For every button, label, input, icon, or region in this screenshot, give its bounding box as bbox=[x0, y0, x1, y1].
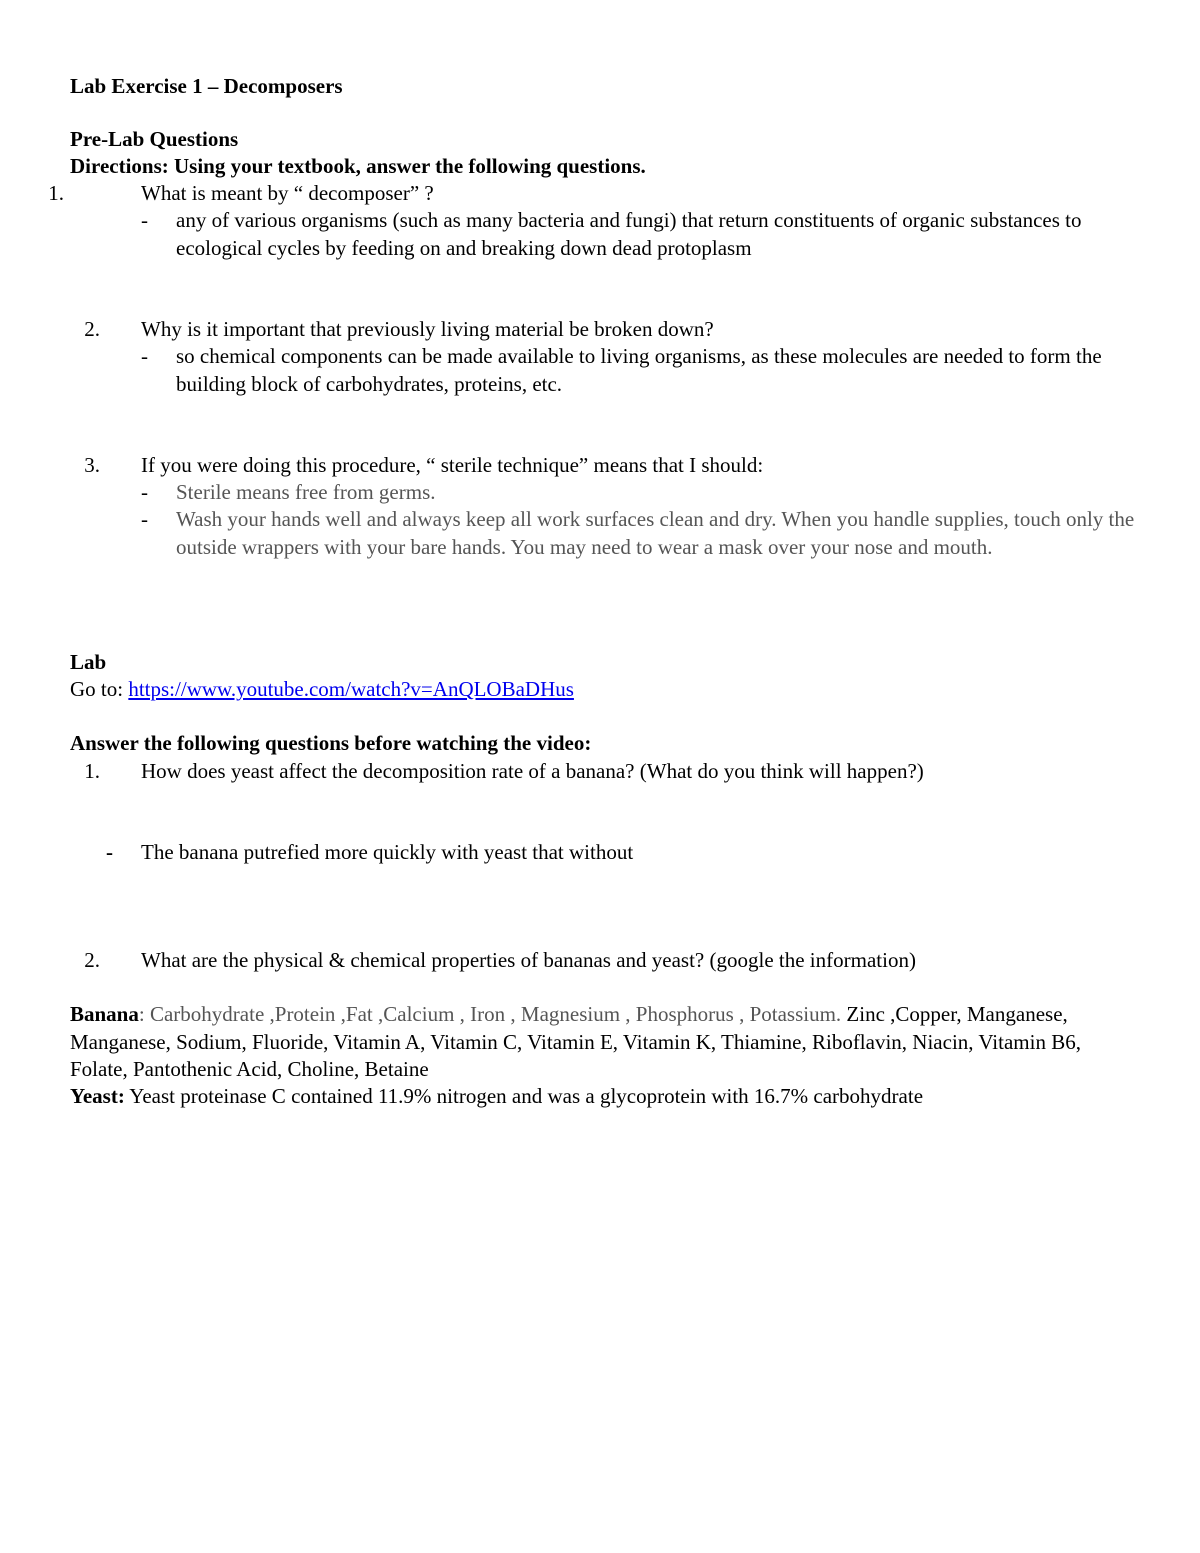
yeast-text: Yeast proteinase C contained 11.9% nitrogen and was a glycoprotein with 16.7% carbohydrate bbox=[124, 1084, 924, 1108]
lab-question-1 bbox=[0, 758, 1140, 868]
answer-text-2: Wash your hands well and always keep all work surfaces clean and dry. When you handle supplies, touch only the outside wrappers with your bare hands. You may need to wear a mask over your nose and mouth. bbox=[176, 507, 1135, 559]
banana-colon: : bbox=[138, 1002, 145, 1026]
document-title: Lab Exercise 1 – Decomposers bbox=[70, 74, 343, 98]
question-text: Why is it important that previously living material be broken down? bbox=[141, 317, 714, 341]
prelab-question-2 bbox=[0, 316, 1140, 406]
answer-text-1: Sterile means free from germs. bbox=[176, 480, 436, 504]
goto-label: Go to: bbox=[70, 677, 129, 701]
answer-dash: - bbox=[141, 507, 148, 531]
banana-properties bbox=[70, 1001, 1140, 1084]
answer-dash: - bbox=[141, 344, 148, 368]
question-number: 2. bbox=[84, 317, 100, 341]
banana-nutrients-gray: Carbohydrate ,Protein ,Fat ,Calcium , Iron , Magnesium , Phosphorus , Potassium. bbox=[144, 1002, 842, 1026]
yeast-properties bbox=[70, 1083, 1140, 1111]
question-number: 2. bbox=[84, 948, 100, 972]
question-text: If you were doing this procedure, “ sterile technique” means that I should: bbox=[141, 453, 764, 477]
before-video-heading: Answer the following questions before watching the video: bbox=[70, 731, 592, 755]
question-text: What is meant by “ decomposer” ? bbox=[141, 181, 434, 205]
prelab-question-3 bbox=[0, 452, 1140, 592]
question-number: 1. bbox=[84, 759, 100, 783]
answer-dash: - bbox=[141, 480, 148, 504]
answer-text: The banana putrefied more quickly with yeast that without bbox=[141, 840, 634, 864]
answer-dash: - bbox=[141, 208, 148, 232]
prelab-question-1 bbox=[0, 180, 1140, 270]
yeast-label: Yeast: bbox=[70, 1084, 125, 1108]
answer-dash: - bbox=[106, 840, 113, 864]
answer-text: so chemical components can be made available to living organisms, as these molecules are needed to form the building block of carbohydrates, proteins, etc. bbox=[176, 344, 1102, 396]
youtube-link[interactable]: https://www.youtube.com/watch?v=AnQLOBaDHus bbox=[128, 677, 574, 701]
question-number: 1. bbox=[48, 181, 64, 205]
lab-heading: Lab bbox=[70, 650, 107, 674]
banana-label: Banana bbox=[70, 1002, 139, 1026]
lab-question-2 bbox=[0, 947, 1140, 977]
prelab-heading: Pre-Lab Questions bbox=[70, 127, 239, 151]
goto-line bbox=[70, 676, 1140, 704]
answer-text: any of various organisms (such as many bacteria and fungi) that return constituents of organic substances to ecological cycles by feeding on and breaking down dead protoplasm bbox=[176, 208, 1082, 260]
question-text: How does yeast affect the decomposition rate of a banana? (What do you think will happen?) bbox=[141, 759, 924, 783]
prelab-directions: Directions: Using your textbook, answer the following questions. bbox=[70, 154, 646, 178]
question-number: 3. bbox=[84, 453, 100, 477]
banana-nutrients: Zinc ,Copper, Manganese, Manganese, Sodium, Fluoride, Vitamin A, Vitamin C, Vitamin E, Vitamin K, Thiamine, Riboflavin, Niacin, Vitamin B6, Folate, Pantothenic Acid, Choline, Betaine bbox=[70, 1002, 1081, 1081]
question-text: What are the physical & chemical properties of bananas and yeast? (google the information) bbox=[141, 948, 916, 972]
